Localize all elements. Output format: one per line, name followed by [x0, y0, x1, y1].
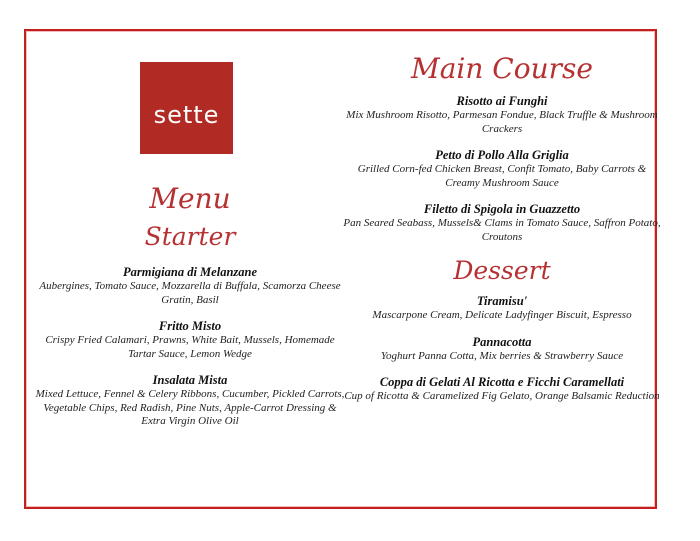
item-description: Cup of Ricotta & Caramelized Fig Gelato, Orange Balsamic Reduction: [344, 390, 660, 402]
menu-item: [342, 375, 662, 404]
starter-column: [34, 182, 346, 441]
item-description: Pan Seared Seabass, Mussels& Clams in Tomato Sauce, Saffron Potato, Croutons: [343, 217, 661, 243]
menu-item: [342, 294, 662, 323]
item-name: Filetto di Spigola in Guazzetto: [423, 202, 581, 216]
logo-text: sette: [153, 101, 220, 129]
item-description: Mixed Lettuce, Fennel & Celery Ribbons, Cucumber, Pickled Carrots, Vegetable Chips, Red Radish, Pine Nuts, Apple-Carrot Dressing & Extra Virgin Olive Oil: [35, 388, 345, 427]
dessert-heading: Dessert: [453, 256, 551, 285]
item-description: Crispy Fried Calamari, Prawns, White Bait, Mussels, Homemade Tartar Sauce, Lemon Wedge: [45, 334, 335, 360]
item-description: Yoghurt Panna Cotta, Mix berries & Strawberry Sauce: [380, 349, 624, 362]
item-name: Pannacotta: [472, 334, 532, 349]
menu-heading: Menu: [149, 182, 231, 215]
menu-item: [34, 373, 346, 429]
menu-item: [342, 94, 662, 136]
item-name: Parmigiana di Melanzane: [122, 265, 258, 279]
item-description: Aubergines, Tomato Sauce, Mozzarella di Buffala, Scamorza Cheese Gratin, Basil: [39, 280, 341, 306]
main-course-items: [342, 94, 662, 244]
starter-heading: Starter: [144, 222, 236, 251]
item-name: Tiramisu': [476, 294, 528, 308]
item-name: Coppa di Gelati Al Ricotta e Ficchi Caramellati: [379, 375, 625, 389]
menu-item: [342, 202, 662, 244]
item-name: Risotto ai Funghi: [456, 94, 548, 108]
starter-items: [34, 265, 346, 429]
item-name: Insalata Mista: [152, 373, 228, 387]
menu-item: [342, 148, 662, 190]
item-description: Mascarpone Cream, Delicate Ladyfinger Biscuit, Espresso: [372, 309, 632, 321]
menu-item: [34, 265, 346, 307]
main-course-dessert-column: [342, 52, 662, 416]
main-course-heading: Main Course: [411, 52, 593, 85]
menu-item: [34, 319, 346, 361]
item-name: Petto di Pollo Alla Griglia: [435, 148, 569, 162]
dessert-items: [342, 294, 662, 404]
item-name: Fritto Misto: [158, 319, 222, 333]
restaurant-logo: [140, 62, 233, 154]
item-description: Grilled Corn-fed Chicken Breast, Confit Tomato, Baby Carrots & Creamy Mushroom Sauce: [357, 163, 647, 189]
item-description: Mix Mushroom Risotto, Parmesan Fondue, Black Truffle & Mushroom Crackers: [346, 109, 658, 135]
menu-item: [342, 335, 662, 364]
